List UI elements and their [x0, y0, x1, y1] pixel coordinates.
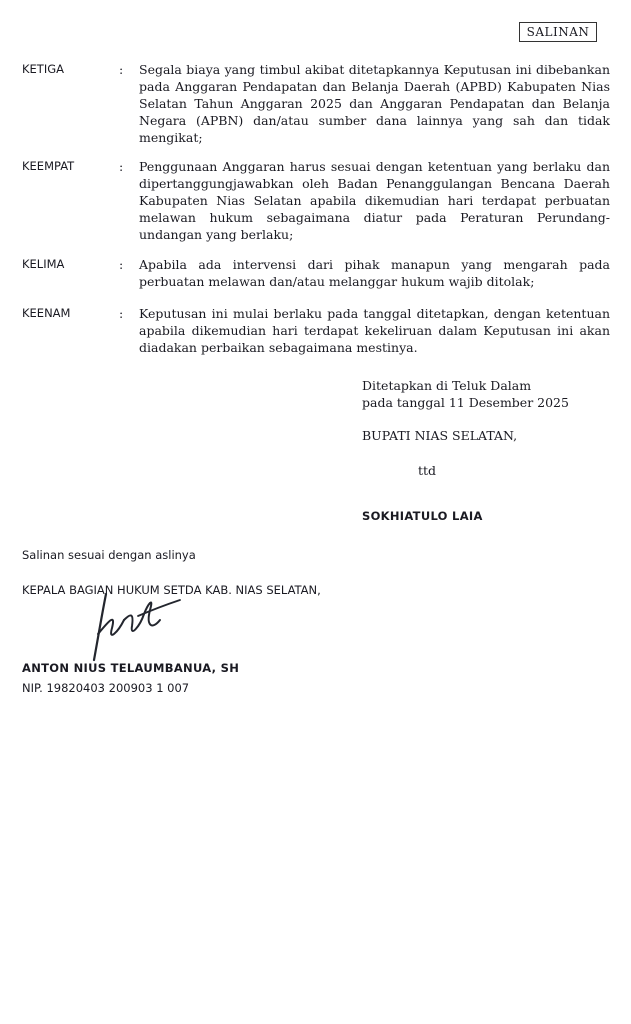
clause-label: KELIMA — [22, 257, 65, 271]
legal-head-name: ANTON NIUS TELAUMBANUA, SH — [22, 661, 240, 675]
clause-colon: : — [119, 159, 124, 174]
copy-note: Salinan sesuai dengan aslinya — [22, 548, 196, 562]
clause-colon: : — [119, 257, 124, 272]
handwritten-signature — [78, 586, 190, 666]
legal-head-title: KEPALA BAGIAN HUKUM SETDA KAB. NIAS SELATAN, — [22, 583, 321, 597]
enactment-date: pada tanggal 11 Desember 2025 — [362, 395, 569, 410]
clause-colon: : — [119, 62, 124, 77]
ttd-mark: ttd — [418, 463, 437, 478]
regent-name: SOKHIATULO LAIA — [362, 509, 483, 523]
clause-text: Apabila ada intervensi dari pihak manapun yang mengarah pada perbuatan melawan dan/atau melanggar hukum wajib ditolak; — [139, 257, 610, 289]
clause-label: KETIGA — [22, 62, 65, 76]
regent-title: BUPATI NIAS SELATAN, — [362, 428, 518, 443]
clause-text: Segala biaya yang timbul akibat ditetapkannya Keputusan ini dibebankan pada Anggaran Pendapatan dan Belanja Daerah (APBD) Kabupaten Nias Selatan Tahun Anggaran 2025 dan Anggaran Pendapatan dan Belanja Negara (APBN) dan/atau sumber dana lainnya yang sah dan tidak mengikat; — [139, 62, 610, 145]
clause-text: Keputusan ini mulai berlaku pada tanggal ditetapkan, dengan ketentuan apabila dikemudian hari terdapat kekeliruan dalam Keputusan ini akan diadakan perbaikan sebagaimana mestinya. — [139, 306, 610, 355]
clause-colon: : — [119, 306, 124, 321]
salinan-stamp: SALINAN — [519, 22, 597, 42]
legal-head-nip: NIP. 19820403 200903 1 007 — [22, 681, 190, 695]
clause-label: KEEMPAT — [22, 159, 75, 173]
clause-label: KEENAM — [22, 306, 71, 320]
clause-text: Penggunaan Anggaran harus sesuai dengan ketentuan yang berlaku dan dipertanggungjawabkan oleh Badan Penanggulangan Bencana Daerah Kabupaten Nias Selatan apabila dikemudian hari terdapat perbuatan melawan hukum sebagaimana diatur pada Peraturan Perundang-undangan yang berlaku; — [139, 159, 610, 242]
enactment-place: Ditetapkan di Teluk Dalam — [362, 378, 532, 393]
